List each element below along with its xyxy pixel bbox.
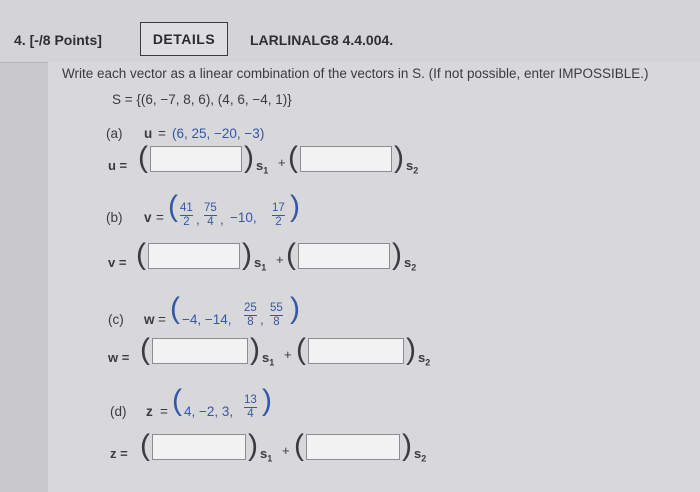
open-paren: (	[140, 333, 150, 366]
vector-open-paren: (	[170, 292, 180, 325]
problem-code: LARLINALG8 4.4.004.	[250, 32, 394, 48]
comma: ,	[220, 212, 224, 227]
part-d-vec-name: z	[146, 404, 153, 419]
question-number: 4. [-/8 Points]	[14, 32, 102, 48]
part-b-middle: −10,	[230, 210, 257, 225]
part-c-eq: =	[158, 312, 166, 327]
fraction: 75 4	[204, 202, 217, 228]
part-c-vec-name: w	[144, 312, 155, 327]
part-a-label: (a)	[106, 126, 123, 141]
fraction: 55 8	[270, 302, 283, 328]
part-c-label: (c)	[108, 312, 124, 327]
vector-close-paren: )	[290, 292, 300, 325]
close-paren: )	[406, 333, 416, 366]
part-c-input-s1[interactable]	[152, 338, 248, 364]
plus-sign: +	[276, 252, 284, 267]
part-b-eq: =	[156, 210, 164, 225]
plus-sign: +	[278, 155, 286, 170]
s1-term: $s_1$	[256, 158, 269, 176]
plus-sign: +	[284, 347, 292, 362]
part-b-vec-name: v	[144, 210, 152, 225]
s2-term: $s_2$	[404, 255, 417, 273]
comma: ,	[260, 312, 264, 327]
vector-open-paren: (	[168, 190, 178, 223]
instructions-text: Write each vector as a linear combination of the vectors in S. (If not possible, enter IMPOSSIBLE.)	[62, 66, 649, 81]
s1-term: $s_1$	[254, 255, 267, 273]
close-paren: )	[392, 238, 402, 271]
part-a-vec-name: u	[144, 126, 153, 141]
open-paren: (	[138, 141, 148, 174]
vector-close-paren: )	[290, 190, 300, 223]
open-paren: (	[140, 429, 150, 462]
close-paren: )	[244, 141, 254, 174]
s2-term: $s_2$	[406, 158, 419, 176]
s2-term: $s_2$	[418, 350, 431, 368]
plus-sign: +	[282, 443, 290, 458]
part-d-label: (d)	[110, 404, 127, 419]
vector-close-paren: )	[262, 384, 272, 417]
part-c-input-s2[interactable]	[308, 338, 404, 364]
part-d-eq: =	[160, 404, 168, 419]
comma: ,	[196, 212, 200, 227]
fraction: 17 2	[272, 202, 285, 228]
close-paren: )	[248, 429, 258, 462]
details-button[interactable]: DETAILS	[140, 22, 228, 56]
open-paren: (	[286, 238, 296, 271]
part-b-input-s2[interactable]	[298, 243, 390, 269]
vector-open-paren: (	[172, 384, 182, 417]
s1-term: $s_1$	[262, 350, 275, 368]
part-b-label: (b)	[106, 210, 123, 225]
part-a-answer-name: u =	[108, 158, 128, 173]
open-paren: (	[288, 141, 298, 174]
open-paren: (	[294, 429, 304, 462]
part-a-eq: =	[158, 126, 166, 141]
part-d-input-s1[interactable]	[152, 434, 246, 460]
close-paren: )	[242, 238, 252, 271]
question-header	[0, 0, 700, 63]
part-c-prefix: −4, −14,	[182, 312, 232, 327]
part-a-input-s1[interactable]	[150, 146, 242, 172]
fraction: 41 2	[180, 202, 193, 228]
s1-term: $s_1$	[260, 446, 273, 464]
close-paren: )	[402, 429, 412, 462]
open-paren: (	[296, 333, 306, 366]
close-paren: )	[394, 141, 404, 174]
part-b-answer-name: v =	[108, 255, 127, 270]
part-a-vector: (6, 25, −20, −3)	[172, 126, 265, 141]
fraction: 25 8	[244, 302, 257, 328]
close-paren: )	[250, 333, 260, 366]
part-a-input-s2[interactable]	[300, 146, 392, 172]
s2-term: $s_2$	[414, 446, 427, 464]
part-d-prefix: 4, −2, 3,	[184, 404, 234, 419]
fraction: 13 4	[244, 394, 257, 420]
set-s: S = {(6, −7, 8, 6), (4, 6, −4, 1)}	[112, 92, 292, 107]
part-d-answer-name: z =	[110, 446, 128, 461]
part-b-input-s1[interactable]	[148, 243, 240, 269]
part-c-answer-name: w =	[108, 350, 130, 365]
part-d-input-s2[interactable]	[306, 434, 400, 460]
open-paren: (	[136, 238, 146, 271]
